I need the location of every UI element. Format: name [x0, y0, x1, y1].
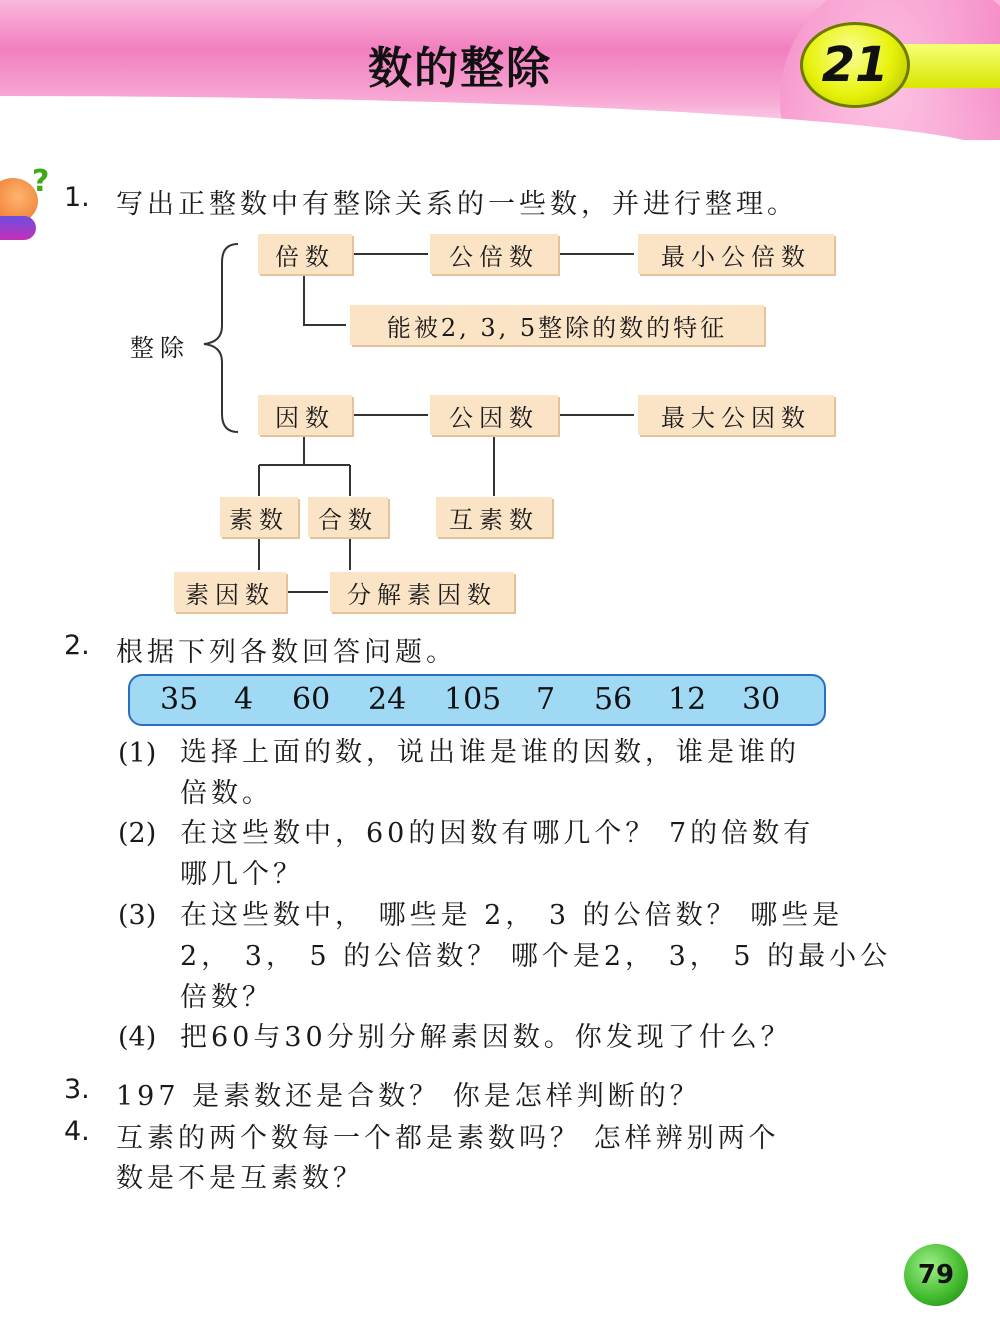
question-4-line-1: 互素的两个数每一个都是素数吗？ 怎样辨别两个: [116, 1123, 780, 1154]
box-multiple: 倍数: [258, 234, 352, 274]
box-prime: 素数: [220, 497, 298, 537]
sub-question-3-line-1: 在这些数中， 哪些是 2， 3 的公倍数？ 哪些是: [180, 900, 844, 931]
number-item: 4: [234, 682, 254, 717]
mascot-body: [0, 216, 36, 240]
question-2-number: 2.: [64, 630, 90, 661]
number-item: 30: [742, 682, 781, 717]
sub-question-2-line-2: 哪几个？: [180, 859, 304, 890]
question-mark-icon: ?: [32, 164, 50, 199]
connector-multiple-divisibility: [304, 276, 346, 325]
box-common-factor: 公因数: [430, 395, 558, 435]
number-item: 60: [292, 682, 331, 717]
number-item: 7: [536, 682, 556, 717]
number-item: 12: [668, 682, 707, 717]
sub-question-1-number: (1): [118, 738, 157, 769]
number-item: 105: [444, 682, 502, 717]
sub-question-3-line-2: 2， 3， 5 的公倍数？ 哪个是2， 3， 5 的最小公: [180, 941, 892, 972]
number-item: 35: [160, 682, 199, 717]
sub-question-4-line-1: 把60与30分别分解素因数。你发现了什么？: [180, 1022, 792, 1053]
sub-question-3-line-3: 倍数？: [180, 982, 273, 1013]
brace-connector: [204, 244, 238, 432]
question-2-text: 根据下列各数回答问题。: [116, 637, 457, 668]
number-item: 56: [594, 682, 633, 717]
question-1-number: 1.: [64, 182, 90, 213]
sub-question-4-number: (4): [118, 1022, 157, 1053]
box-prime-factor: 素因数: [174, 572, 286, 612]
sub-question-3-number: (3): [118, 900, 157, 931]
page-number-badge: 79: [904, 1244, 968, 1306]
sub-question-2-number: (2): [118, 818, 157, 849]
question-3-text: 197 是素数还是合数？ 你是怎样判断的？: [116, 1081, 701, 1112]
sub-question-1-line-2: 倍数。: [180, 778, 273, 809]
box-gcd: 最大公因数: [638, 395, 834, 435]
sub-question-2-line-1: 在这些数中，60的因数有哪几个？ 7的倍数有: [180, 818, 815, 849]
sub-question-1-line-1: 选择上面的数，说出谁是谁的因数，谁是谁的: [180, 737, 800, 768]
page-title: 数的整除: [368, 43, 552, 94]
box-composite: 合数: [308, 497, 388, 537]
box-common-multiple: 公倍数: [430, 234, 558, 274]
question-3-number: 3.: [64, 1074, 90, 1105]
box-divisibility-rules: 能被2, 3, 5整除的数的特征: [350, 305, 764, 345]
question-4-number: 4.: [64, 1116, 90, 1147]
question-mascot-icon: [0, 164, 62, 244]
diagram-root-label: 整除: [130, 334, 190, 362]
question-1-text: 写出正整数中有整除关系的一些数，并进行整理。: [116, 189, 798, 220]
box-factor: 因数: [258, 395, 352, 435]
box-factorization: 分解素因数: [330, 572, 514, 612]
page-header: [0, 0, 1000, 140]
box-lcm: 最小公倍数: [638, 234, 834, 274]
question-4-line-2: 数是不是互素数？: [116, 1163, 364, 1194]
box-coprime: 互素数: [436, 497, 552, 537]
number-item: 24: [368, 682, 407, 717]
number-list-bar: [128, 674, 826, 726]
unit-number-badge: 21: [800, 22, 910, 108]
